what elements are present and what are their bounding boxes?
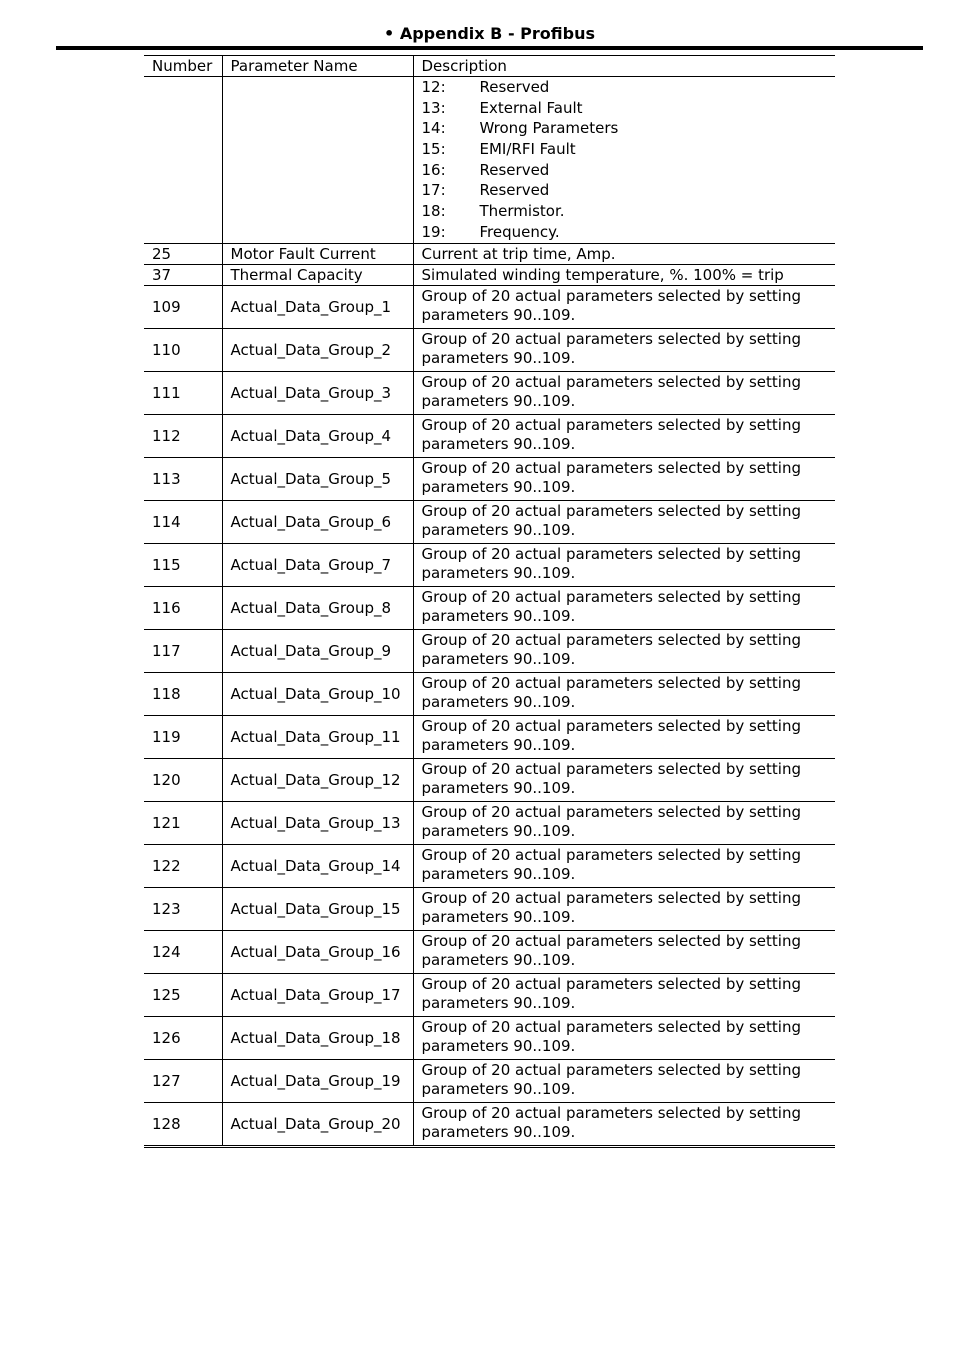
fault-code-line — [422, 118, 828, 139]
parameter-name: Thermal Capacity — [222, 264, 413, 285]
parameter-name: Actual_Data_Group_8 — [222, 586, 413, 629]
fault-code-line — [422, 180, 828, 201]
parameter-number: 37 — [144, 264, 222, 285]
parameter-description — [413, 758, 835, 801]
table-row — [144, 243, 835, 264]
parameter-number: 116 — [144, 586, 222, 629]
description-line: parameters 90..109. — [421, 1080, 576, 1098]
parameter-name: Actual_Data_Group_5 — [222, 457, 413, 500]
description-line: parameters 90..109. — [421, 607, 576, 625]
parameter-description — [413, 586, 835, 629]
parameter-number: 109 — [144, 285, 222, 328]
parameter-description — [413, 801, 835, 844]
table-header-row — [144, 56, 835, 77]
parameter-name: Actual_Data_Group_4 — [222, 414, 413, 457]
table-row — [144, 887, 835, 930]
table-row — [144, 371, 835, 414]
parameter-description — [413, 328, 835, 371]
parameter-description — [413, 1102, 835, 1146]
parameter-description — [413, 500, 835, 543]
description-line: Group of 20 actual parameters selected by setting — [421, 373, 801, 391]
description-line: parameters 90..109. — [421, 392, 576, 410]
parameter-number: 121 — [144, 801, 222, 844]
fault-code-line — [422, 201, 828, 222]
table-row — [144, 801, 835, 844]
parameter-description — [413, 930, 835, 973]
description-line: Group of 20 actual parameters selected by setting — [421, 1018, 801, 1036]
page-title: • Appendix B - Profibus — [384, 24, 595, 43]
description-line: Group of 20 actual parameters selected by setting — [421, 545, 801, 563]
parameter-name: Actual_Data_Group_18 — [222, 1016, 413, 1059]
description-line: Group of 20 actual parameters selected by setting — [421, 932, 801, 950]
fault-code-label: Reserved — [479, 78, 550, 96]
fault-code-line — [422, 98, 828, 119]
fault-code-number: 14: — [421, 119, 446, 138]
fault-code-label: Frequency. — [479, 222, 560, 241]
parameter-description: Current at trip time, Amp. — [413, 243, 835, 264]
parameter-description — [413, 457, 835, 500]
description-line: parameters 90..109. — [421, 736, 576, 754]
table-row — [144, 457, 835, 500]
description-line: Group of 20 actual parameters selected by setting — [421, 416, 801, 434]
fault-code-line — [422, 139, 828, 160]
fault-code-line — [422, 222, 828, 243]
table-row — [144, 672, 835, 715]
parameter-number: 125 — [144, 973, 222, 1016]
header-rule — [56, 46, 923, 50]
fault-code-number: 18: — [421, 202, 446, 221]
parameter-number: 110 — [144, 328, 222, 371]
description-line: Group of 20 actual parameters selected by setting — [421, 459, 801, 477]
table-row — [144, 930, 835, 973]
parameter-description — [413, 371, 835, 414]
fault-code-number: 12: — [421, 78, 446, 96]
description-line: Group of 20 actual parameters selected by setting — [421, 1104, 801, 1122]
parameter-number: 115 — [144, 543, 222, 586]
parameter-name: Actual_Data_Group_3 — [222, 371, 413, 414]
description-line: Group of 20 actual parameters selected by setting — [421, 846, 801, 864]
description-line: parameters 90..109. — [421, 822, 576, 840]
parameter-description — [413, 1016, 835, 1059]
parameter-number: 122 — [144, 844, 222, 887]
description-line: parameters 90..109. — [421, 564, 576, 582]
table-row — [144, 500, 835, 543]
parameter-name: Actual_Data_Group_11 — [222, 715, 413, 758]
column-header-name: Parameter Name — [222, 56, 413, 77]
parameter-number: 114 — [144, 500, 222, 543]
parameter-number: 126 — [144, 1016, 222, 1059]
parameter-name: Actual_Data_Group_6 — [222, 500, 413, 543]
parameter-name: Actual_Data_Group_9 — [222, 629, 413, 672]
parameter-number: 113 — [144, 457, 222, 500]
fault-code-number: 19: — [421, 222, 446, 241]
table-row — [144, 264, 835, 285]
table-row — [144, 973, 835, 1016]
parameter-description — [413, 672, 835, 715]
parameter-description — [413, 629, 835, 672]
table-row — [144, 1059, 835, 1102]
description-line: Group of 20 actual parameters selected by setting — [421, 330, 801, 348]
description-line: parameters 90..109. — [421, 1123, 576, 1141]
parameter-description — [413, 285, 835, 328]
parameter-description — [413, 1059, 835, 1102]
table-row — [144, 328, 835, 371]
parameter-name: Actual_Data_Group_7 — [222, 543, 413, 586]
description-line: parameters 90..109. — [421, 478, 576, 496]
description-line: parameters 90..109. — [421, 349, 576, 367]
description-line: parameters 90..109. — [421, 908, 576, 926]
parameter-description — [413, 715, 835, 758]
parameter-description: Simulated winding temperature, %. 100% = trip — [413, 264, 835, 285]
description-line: Group of 20 actual parameters selected by setting — [421, 1061, 801, 1079]
description-line: Group of 20 actual parameters selected by setting — [421, 717, 801, 735]
parameter-name: Motor Fault Current — [222, 243, 413, 264]
table-row — [144, 1016, 835, 1059]
description-line: Group of 20 actual parameters selected by setting — [421, 760, 801, 778]
fault-code-line — [422, 77, 828, 98]
description-line: parameters 90..109. — [421, 650, 576, 668]
parameter-description — [413, 543, 835, 586]
fault-code-number: 16: — [421, 160, 446, 179]
parameter-name: Actual_Data_Group_17 — [222, 973, 413, 1016]
fault-code-label: Wrong Parameters — [479, 119, 619, 138]
fault-code-label: Reserved — [479, 181, 550, 200]
fault-codes-row — [144, 77, 835, 244]
parameter-number: 112 — [144, 414, 222, 457]
column-header-description: Description — [413, 56, 835, 77]
parameter-number: 118 — [144, 672, 222, 715]
parameter-number: 123 — [144, 887, 222, 930]
description-line: parameters 90..109. — [421, 951, 576, 969]
description-line: parameters 90..109. — [421, 435, 576, 453]
description-line: parameters 90..109. — [421, 779, 576, 797]
parameter-name: Actual_Data_Group_10 — [222, 672, 413, 715]
fault-code-line — [422, 160, 828, 181]
description-line: parameters 90..109. — [421, 693, 576, 711]
table-row — [144, 844, 835, 887]
description-line: parameters 90..109. — [421, 865, 576, 883]
description-line: Group of 20 actual parameters selected by setting — [421, 287, 801, 305]
parameter-table — [144, 55, 835, 1148]
table-body — [144, 77, 835, 1147]
parameter-number: 120 — [144, 758, 222, 801]
fault-code-label: Thermistor. — [479, 202, 565, 221]
parameter-description — [413, 887, 835, 930]
description-line: Group of 20 actual parameters selected by setting — [421, 631, 801, 649]
parameter-description — [413, 414, 835, 457]
parameter-description — [413, 973, 835, 1016]
parameter-number: 127 — [144, 1059, 222, 1102]
fault-code-number: 15: — [421, 140, 446, 159]
description-line: Group of 20 actual parameters selected by setting — [421, 889, 801, 907]
parameter-name: Actual_Data_Group_15 — [222, 887, 413, 930]
parameter-number: 128 — [144, 1102, 222, 1146]
parameter-number: 117 — [144, 629, 222, 672]
table-row — [144, 414, 835, 457]
description-line: Group of 20 actual parameters selected by setting — [421, 502, 801, 520]
parameter-name: Actual_Data_Group_12 — [222, 758, 413, 801]
parameter-number: 119 — [144, 715, 222, 758]
parameter-name: Actual_Data_Group_1 — [222, 285, 413, 328]
table-row — [144, 543, 835, 586]
description-line: Group of 20 actual parameters selected by setting — [421, 674, 801, 692]
table-row — [144, 629, 835, 672]
parameter-number: 111 — [144, 371, 222, 414]
fault-codes-number-cell — [144, 77, 222, 244]
parameter-name: Actual_Data_Group_16 — [222, 930, 413, 973]
description-line: Group of 20 actual parameters selected by setting — [421, 588, 801, 606]
parameter-name: Actual_Data_Group_20 — [222, 1102, 413, 1146]
description-line: parameters 90..109. — [421, 1037, 576, 1055]
table-row — [144, 586, 835, 629]
fault-code-number: 17: — [421, 181, 446, 200]
fault-code-number: 13: — [421, 98, 446, 117]
description-line: Group of 20 actual parameters selected by setting — [421, 803, 801, 821]
parameter-name: Actual_Data_Group_14 — [222, 844, 413, 887]
table-row — [144, 715, 835, 758]
description-line: parameters 90..109. — [421, 306, 576, 324]
table-row — [144, 758, 835, 801]
description-line: parameters 90..109. — [421, 994, 576, 1012]
fault-codes-description-cell — [413, 77, 835, 244]
parameter-number: 124 — [144, 930, 222, 973]
table-row — [144, 285, 835, 328]
fault-codes-name-cell — [222, 77, 413, 244]
column-header-number: Number — [144, 56, 222, 77]
description-line: parameters 90..109. — [421, 521, 576, 539]
parameter-number: 25 — [144, 243, 222, 264]
parameter-name: Actual_Data_Group_19 — [222, 1059, 413, 1102]
description-line: Group of 20 actual parameters selected by setting — [421, 975, 801, 993]
parameter-name: Actual_Data_Group_13 — [222, 801, 413, 844]
parameter-name: Actual_Data_Group_2 — [222, 328, 413, 371]
table-row — [144, 1102, 835, 1146]
fault-code-label: EMI/RFI Fault — [479, 140, 576, 159]
parameter-description — [413, 844, 835, 887]
fault-code-label: External Fault — [479, 98, 583, 117]
fault-code-label: Reserved — [479, 160, 550, 179]
